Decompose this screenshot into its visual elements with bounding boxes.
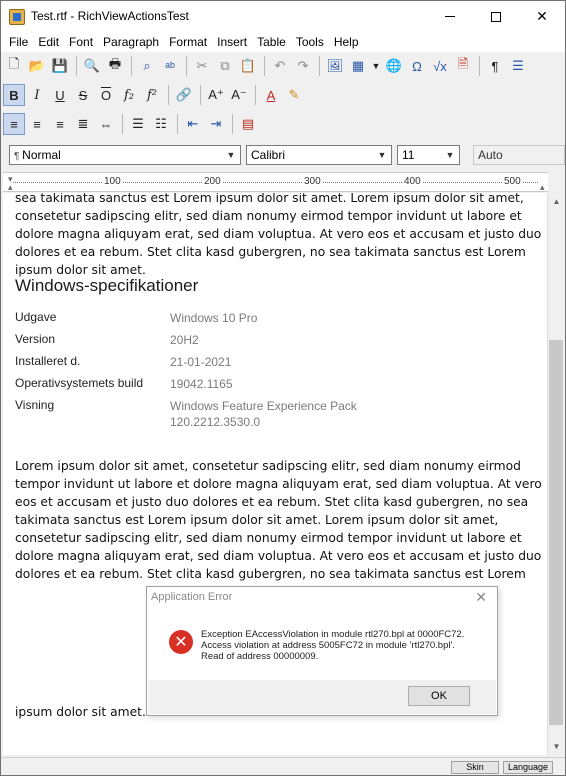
menu-table[interactable]: Table <box>257 35 286 49</box>
symbol-icon: Ω <box>412 58 422 74</box>
ruler-ticks <box>13 182 538 184</box>
decrease-indent-icon: ⇤ <box>187 116 199 131</box>
new-document-icon: 🗋 <box>8 56 20 71</box>
underline-icon: U <box>55 87 65 103</box>
toolbar-separator <box>186 56 187 76</box>
spec-value: 20H2 <box>170 333 199 347</box>
paste-button[interactable] <box>237 55 259 77</box>
printer-icon: 🖶 <box>108 56 122 71</box>
toolbar-separator <box>76 56 77 76</box>
toolbar-separator <box>177 114 178 134</box>
numbered-list-icon: ☷ <box>155 116 167 131</box>
spec-title: Windows-specifikationer <box>15 276 199 295</box>
menu-bar <box>1 32 565 52</box>
superscript-button[interactable] <box>141 84 163 106</box>
scissors-icon: ✂ <box>196 58 208 73</box>
shrink-font-button[interactable] <box>228 84 250 106</box>
spec-row <box>15 354 365 376</box>
menu-tools[interactable]: Tools <box>295 35 324 49</box>
toolbar-separator <box>255 85 256 105</box>
status-bar <box>1 757 565 775</box>
spec-key: Version <box>15 332 56 346</box>
toolbar-separator <box>200 85 201 105</box>
distribute-button[interactable] <box>95 113 117 135</box>
spec-key: Installeret d. <box>15 354 81 368</box>
bullet-list-icon: ☰ <box>132 116 144 131</box>
italic-icon: I <box>34 87 40 103</box>
align-center-icon: ≡ <box>33 116 41 132</box>
text-color-icon: A <box>266 87 276 103</box>
paragraph-toolbar <box>3 111 260 137</box>
toolbar-separator <box>232 114 233 134</box>
chevron-down-icon: ▼ <box>371 61 381 71</box>
spec-key: Udgave <box>15 310 57 324</box>
align-right-icon: ≡ <box>56 116 64 132</box>
properties-button[interactable] <box>507 55 529 77</box>
align-right-button[interactable] <box>49 113 71 135</box>
insert-file-button[interactable] <box>452 55 474 77</box>
maximize-icon <box>491 12 501 22</box>
table-icon: ▦ <box>351 58 365 73</box>
spec-value: Windows 10 Pro <box>170 311 258 325</box>
spec-value: 21-01-2021 <box>170 355 232 369</box>
font-style-toolbar <box>3 82 306 108</box>
error-icon: ✕ <box>169 630 193 654</box>
close-icon: ✕ <box>475 589 487 605</box>
scroll-up-button[interactable] <box>548 193 565 210</box>
document-icon: 🗎 <box>457 56 469 71</box>
bold-button[interactable] <box>3 84 25 106</box>
underline-button[interactable] <box>49 84 71 106</box>
italic-button[interactable] <box>26 84 48 106</box>
language-button[interactable]: Language <box>503 761 553 774</box>
font-name-value: Calibri <box>251 148 286 162</box>
justify-button[interactable] <box>72 113 94 135</box>
distribute-icon: ⇔ <box>99 116 113 132</box>
link-icon: 🔗 <box>175 87 193 102</box>
toolbar-separator <box>168 85 169 105</box>
new-document-button[interactable] <box>3 55 25 77</box>
left-indent-marker[interactable]: ▾ <box>8 174 13 184</box>
toolbar-separator <box>131 56 132 76</box>
justify-icon: ≣ <box>77 116 89 131</box>
save-button[interactable] <box>49 55 71 77</box>
strikethrough-button[interactable] <box>72 84 94 106</box>
skin-button[interactable]: Skin <box>451 761 499 774</box>
app-icon <box>9 9 25 25</box>
language-combo[interactable] <box>473 145 565 165</box>
error-message <box>201 629 464 662</box>
ruler-label: 200 <box>204 176 221 187</box>
strikethrough-icon: S <box>78 87 88 103</box>
error-message-line: Exception EAccessViolation in module rtl270.bpl at 0000FC72. <box>201 629 465 640</box>
close-button[interactable] <box>519 1 565 32</box>
style-value: Normal <box>22 148 61 162</box>
align-left-icon: ≡ <box>10 116 18 132</box>
chevron-down-icon: ▼ <box>226 150 236 160</box>
scrollbar-thumb[interactable] <box>549 340 563 725</box>
spec-row <box>15 332 365 354</box>
copy-button[interactable] <box>214 55 236 77</box>
menu-paragraph[interactable]: Paragraph <box>103 35 160 49</box>
pilcrow-icon: ¶ <box>491 58 499 74</box>
spec-value: 19042.1165 <box>170 377 233 391</box>
minimize-icon <box>445 16 455 17</box>
ruler-label: 400 <box>404 176 421 187</box>
close-icon: ✕ <box>536 8 548 24</box>
toolbar-separator <box>122 114 123 134</box>
menu-file[interactable]: File <box>9 35 29 49</box>
menu-edit[interactable]: Edit <box>38 35 60 49</box>
spell-check-icon: ᵃᵇ <box>165 58 175 74</box>
hyperlink-button[interactable] <box>173 84 195 106</box>
spec-key: Visning <box>15 398 55 412</box>
picture-icon: 🖼 <box>326 58 344 73</box>
error-message-line: Read of address 00000009. <box>201 651 319 662</box>
align-center-button[interactable] <box>26 113 48 135</box>
print-button[interactable] <box>104 55 126 77</box>
equation-icon: √x <box>433 58 447 74</box>
insert-hyperlink-button[interactable] <box>383 55 405 77</box>
title-bar <box>1 1 565 32</box>
vertical-scrollbar[interactable] <box>548 193 565 755</box>
ruler-label: 300 <box>304 176 321 187</box>
insert-symbol-button[interactable] <box>406 55 428 77</box>
undo-button[interactable] <box>269 55 291 77</box>
menu-format[interactable]: Format <box>169 35 208 49</box>
redo-icon: ↷ <box>297 58 309 73</box>
copy-icon: ⧉ <box>220 58 230 73</box>
print-preview-icon: 🔍 <box>83 58 101 73</box>
undo-icon: ↶ <box>274 58 286 73</box>
save-icon: 💾 <box>51 58 69 73</box>
style-icon: ¶ <box>14 151 23 162</box>
maximize-button[interactable] <box>473 1 519 32</box>
find-button[interactable] <box>136 55 158 77</box>
redo-button[interactable] <box>292 55 314 77</box>
ruler-label: 100 <box>104 176 121 187</box>
error-dialog <box>146 586 498 716</box>
binoculars-icon: ⌕ <box>143 58 151 73</box>
toolbar-separator <box>264 56 265 76</box>
paste-icon: 📋 <box>239 58 257 73</box>
style-combo[interactable] <box>9 145 241 165</box>
align-left-button[interactable] <box>3 113 25 135</box>
increase-indent-button[interactable] <box>205 113 227 135</box>
grow-font-button[interactable] <box>205 84 227 106</box>
ruler[interactable] <box>3 172 548 192</box>
ruler-label: 500 <box>504 176 521 187</box>
toolbar-separator <box>479 56 480 76</box>
globe-icon: 🌐 <box>385 58 403 73</box>
borders-icon: ▤ <box>241 116 255 131</box>
paragraph: sea takimata sanctus est Lorem ipsum dolor sit amet. Lorem ipsum dolor sit amet, consetetur sadipscing elitr, sed diam nonumy eirmod tempor invidunt ut labore et dolore magna aliquyam erat, sed diam voluptua. At vero eos et accusam et justo duo dolores et ea rebum. Stet clita kasd gubergren, no sea takimata sanctus est Lorem ipsum dolor sit amet. <box>15 193 542 277</box>
spec-row <box>15 376 365 398</box>
minimize-button[interactable] <box>427 1 473 32</box>
decrease-indent-button[interactable] <box>182 113 204 135</box>
bullets-button[interactable] <box>127 113 149 135</box>
font-size-combo[interactable] <box>397 145 460 165</box>
menu-font[interactable]: Font <box>69 35 94 49</box>
right-indent-marker[interactable]: ▴ <box>540 182 545 192</box>
insert-table-button[interactable] <box>347 55 369 77</box>
scroll-down-button[interactable] <box>548 738 565 755</box>
chevron-down-icon: ▼ <box>445 150 455 160</box>
show-special-characters-button[interactable] <box>484 55 506 77</box>
dialog-title: Application Error <box>151 591 233 603</box>
ok-button[interactable]: OK <box>408 686 470 706</box>
format-combos <box>1 141 565 169</box>
text-color-button[interactable] <box>260 84 282 106</box>
spec-row <box>15 398 365 430</box>
highlight-button[interactable] <box>283 84 305 106</box>
dialog-footer <box>148 680 496 714</box>
window-title: Test.rtf - RichViewActionsTest <box>31 9 189 23</box>
superscript-icon: f² <box>146 87 158 103</box>
first-indent-marker[interactable]: ▴ <box>8 182 13 192</box>
cut-button[interactable] <box>191 55 213 77</box>
subscript-icon: f₂ <box>123 87 135 103</box>
paragraph: ipsum dolor sit amet. <box>15 705 146 719</box>
overline-icon: $\overline{O}$ <box>100 87 112 103</box>
font-name-combo[interactable] <box>246 145 392 165</box>
spec-row <box>15 310 365 332</box>
font-size-value: 11 <box>402 148 415 162</box>
bold-icon: B <box>9 87 19 103</box>
insert-equation-button[interactable] <box>429 55 451 77</box>
chevron-down-icon: ▼ <box>377 150 387 160</box>
standard-toolbar <box>3 53 530 79</box>
overline-button[interactable] <box>95 84 117 106</box>
highlighter-icon: ✎ <box>288 87 300 102</box>
print-preview-button[interactable] <box>81 55 103 77</box>
properties-icon: ☰ <box>512 58 524 73</box>
error-message-line: Access violation at address 5005FC72 in module 'rtl270.bpl'. <box>201 640 455 651</box>
numbering-button[interactable] <box>150 113 172 135</box>
language-value: Auto <box>478 148 503 162</box>
shrink-font-icon: A⁻ <box>231 87 247 102</box>
windows-spec-image <box>15 276 365 430</box>
insert-picture-button[interactable] <box>324 55 346 77</box>
open-button[interactable] <box>26 55 48 77</box>
folder-icon: 📂 <box>28 58 46 73</box>
spell-check-button[interactable] <box>159 55 181 77</box>
dialog-close-button[interactable] <box>475 589 487 606</box>
menu-insert[interactable]: Insert <box>217 35 248 49</box>
spec-value: Windows Feature Experience Pack 120.2212.3530.0 <box>170 399 357 429</box>
subscript-button[interactable] <box>118 84 140 106</box>
insert-table-dropdown[interactable] <box>370 55 382 77</box>
menu-help[interactable]: Help <box>333 35 359 49</box>
grow-font-icon: A⁺ <box>208 87 224 102</box>
spec-key: Operativsystemets build <box>15 376 144 390</box>
toolbar-separator <box>319 56 320 76</box>
paragraph-borders-button[interactable] <box>237 113 259 135</box>
increase-indent-icon: ⇥ <box>210 116 222 131</box>
chevron-up-icon: ▲ <box>552 197 561 206</box>
paragraph: Lorem ipsum dolor sit amet, consetetur sadipscing elitr, sed diam nonumy eirmod tempor invidunt ut labore et dolore magna aliquyam erat, sed diam voluptua. At vero eos et accusam et justo duo dolores et ea rebum. Stet clita kasd gubergren, no sea takimata sanctus est Lorem ipsum dolor sit amet. Lorem ipsum dolor sit amet, consetetur sadipscing elitr, sed diam nonumy eirmod tempor invidunt ut labore et dolore magna aliquyam erat, sed diam voluptua. At vero eos et accusam et justo duo dolores et ea rebum. Stet clita kasd gubergren, no sea takimata sanctus est Lorem <box>15 459 542 581</box>
chevron-down-icon: ▼ <box>552 742 561 751</box>
